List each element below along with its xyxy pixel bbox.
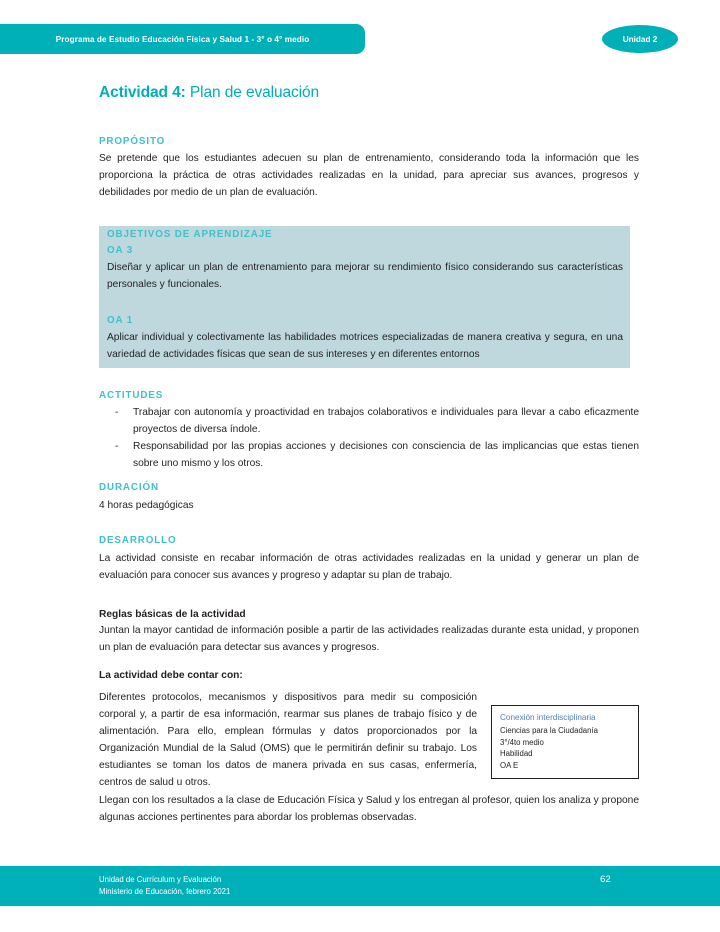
footer-line-1: Unidad de Currículum y Evaluación: [99, 875, 222, 884]
reglas-paragraph: Juntan la mayor cantidad de información posible a partir de las actividades realizadas durante esta unidad, y proponen un plan de evaluación para detectar sus avances y progresos.: [99, 625, 639, 654]
objetivos-aprendizaje-box: [99, 226, 630, 368]
list-item: [99, 438, 639, 472]
conexion-box-line: OA E: [500, 760, 519, 770]
desarrollo-paragraph: La actividad consiste en recabar información de otras actividades realizadas en la unidad y generar un plan de evaluación para conocer sus avances y progreso y adaptar su plan de trabajo.: [99, 553, 639, 582]
page-title: [99, 84, 639, 102]
footer-credits: [99, 874, 230, 897]
unit-badge-label: Unidad 2: [622, 34, 658, 44]
conexion-box-line: Ciencias para la Ciudadanía: [500, 726, 598, 735]
proposito-paragraph: Se pretende que los estudiantes adecuen su plan de entrenamiento, considerando toda la información que les proporciona la práctica de otras actividades realizadas en la unidad, para apreciar sus avances, progresos y debilidades por medio de un plan de evaluación.: [99, 153, 639, 199]
section-label-proposito: PROPÓSITO: [99, 136, 166, 147]
page-number: 62: [600, 874, 611, 885]
oa-code-oa3: OA 3: [107, 245, 134, 256]
bullet-dash-icon: -: [115, 441, 119, 453]
header-banner: [0, 24, 365, 54]
unit-badge: [602, 25, 678, 53]
conexion-box-line: Habilidad: [500, 749, 533, 759]
header-banner-label: Programa de Estudio Educación Física y Salud 1 - 3° o 4° medio: [55, 34, 310, 44]
section-label-objetivos: OBJETIVOS DE APRENDIZAJE: [107, 229, 273, 240]
contar-block: [99, 689, 639, 826]
actitudes-list: [99, 404, 639, 472]
contar-subtitle: La actividad debe contar con:: [99, 670, 243, 681]
page-title-prefix: Actividad 4:: [99, 84, 186, 101]
oa1-paragraph: Aplicar individual y colectivamente las habilidades motrices especializadas de manera creativa y segura, en una variedad de actividades físicas que sean de sus intereses y en diferentes entornos: [107, 332, 623, 361]
list-item: [99, 404, 639, 438]
conexion-box-line: 3°/4to medio: [500, 737, 544, 747]
conexion-box-title: Conexión interdisciplinaria: [500, 713, 596, 722]
conexion-interdisciplinaria-box: [491, 705, 639, 779]
final-paragraph: Llegan con los resultados a la clase de Educación Física y Salud y los entregan al profesor, quien los analiza y propone algunas acciones pertinentes para abordar los problemas observadas.: [99, 794, 639, 823]
section-label-actitudes: ACTITUDES: [99, 390, 164, 401]
oa-code-oa1: OA 1: [107, 315, 134, 326]
bullet-dash-icon: -: [115, 407, 119, 418]
contar-paragraph: Diferentes protocolos, mecanismos y dispositivos para medir su composición corporal y, a partir de esa información, rearmar sus planes de trabajo físico y de alimentación. Para ello, emplean fórmulas y datos proporcionados por la Organización Mundial de la Salud (OMS) que le permitirán definir su trabajo. Los estudiantes se toman los datos de manera privada en sus casas, enfermería, centros de salud u otros.: [99, 692, 477, 789]
list-item-text: Trabajar con autonomía y proactividad en trabajos colaborativos e individuales para llevar a cabo eficazmente proyectos de diversa índole.: [133, 407, 639, 436]
list-item-text: Responsabilidad por las propias acciones y decisiones con consciencia de las implicancias que estas tienen sobre uno mismo y los otros.: [133, 441, 639, 470]
section-label-duracion: DURACIÓN: [99, 482, 159, 493]
oa3-paragraph: Diseñar y aplicar un plan de entrenamiento para mejorar su rendimiento físico considerando sus características personales y funcionales.: [107, 262, 623, 291]
footer-line-2: Ministerio de Educación, febrero 2021: [99, 886, 231, 896]
section-label-desarrollo: DESARROLLO: [99, 535, 177, 546]
reglas-subtitle: Reglas básicas de la actividad: [99, 609, 246, 620]
page-title-rest: Plan de evaluación: [185, 84, 320, 101]
duracion-paragraph: 4 horas pedagógicas: [99, 500, 194, 511]
